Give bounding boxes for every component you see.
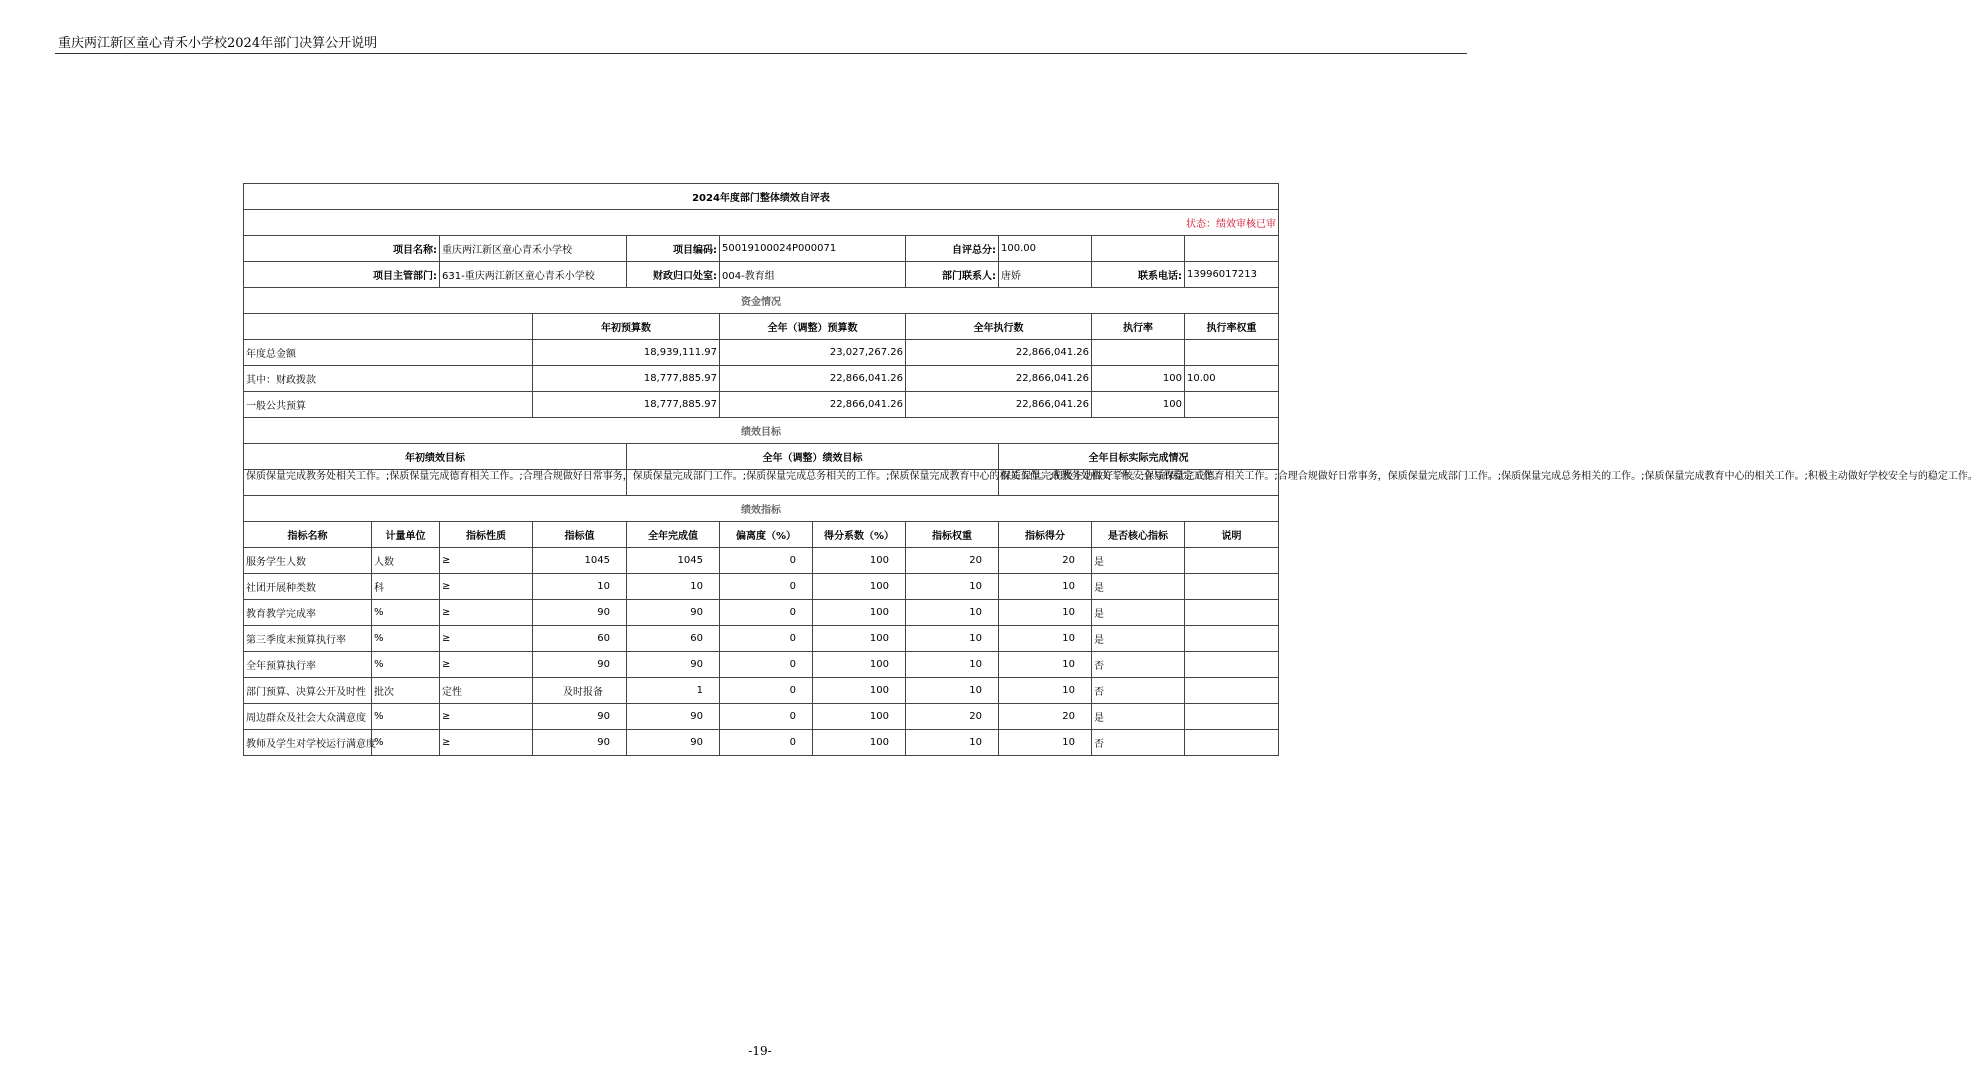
table-row (244, 340, 1279, 366)
indicator-done: 1 (627, 678, 720, 704)
info-row-2 (244, 262, 1279, 288)
goals-row (244, 470, 1279, 496)
indicator-nature: ≥ (440, 600, 533, 626)
indicator-name: 服务学生人数 (244, 548, 372, 574)
indicator-score: 10 (999, 574, 1092, 600)
table-row (244, 548, 1279, 574)
indicator-coefficient: 100 (813, 600, 906, 626)
indicator-name: 第三季度末预算执行率 (244, 626, 372, 652)
col-header: 全年完成值 (627, 522, 720, 548)
col-header: 全年执行数 (906, 314, 1092, 340)
initial-goal-text: 保质保量完成教务处相关工作。;保质保量完成德育相关工作。;合理合规做好日常事务，保质保量完成部门工作。;保质保量完成总务相关的工作。;保质保量完成教育中心的相关工作。;积极主动做好学校安全与的稳定工作。 (244, 470, 627, 496)
indicator-unit: 批次 (372, 678, 440, 704)
col-header: 执行率 (1092, 314, 1185, 340)
indicator-note (1185, 704, 1279, 730)
col-header: 指标性质 (440, 522, 533, 548)
header-divider (55, 53, 1467, 54)
fund-name: 一般公共预算 (244, 392, 533, 418)
indicator-score: 10 (999, 600, 1092, 626)
indicator-deviation: 0 (720, 548, 813, 574)
indicator-deviation: 0 (720, 652, 813, 678)
indicator-weight: 10 (906, 574, 999, 600)
indicator-target: 90 (533, 652, 627, 678)
table-row (244, 574, 1279, 600)
col-header: 说明 (1185, 522, 1279, 548)
indicator-done: 90 (627, 652, 720, 678)
dept-value: 631-重庆两江新区童心青禾小学校 (440, 262, 627, 288)
indicator-score: 10 (999, 626, 1092, 652)
col-header: 年初绩效目标 (244, 444, 627, 470)
goals-section-title: 绩效目标 (244, 418, 1279, 444)
form-title: 2024年度部门整体绩效自评表 (244, 184, 1279, 210)
fund-name: 年度总金额 (244, 340, 533, 366)
fund-executed: 22,866,041.26 (906, 392, 1092, 418)
indicator-unit: % (372, 730, 440, 756)
indicator-coefficient: 100 (813, 678, 906, 704)
indicator-coefficient: 100 (813, 652, 906, 678)
fund-initial: 18,777,885.97 (533, 392, 720, 418)
indicator-weight: 10 (906, 730, 999, 756)
indicator-unit: % (372, 626, 440, 652)
actual-goal-text: 保质保量完成教务处相关工作。;保质保量完成德育相关工作。;合理合规做好日常事务，保质保量完成部门工作。;保质保量完成总务相关的工作。;保质保量完成教育中心的相关工作。;积极主动做好学校安全与的稳定工作。 (999, 470, 1279, 496)
table-row (244, 652, 1279, 678)
contact-value: 唐娇 (999, 262, 1092, 288)
fund-adjusted: 23,027,267.26 (720, 340, 906, 366)
indicator-done: 10 (627, 574, 720, 600)
indicator-unit: 人数 (372, 548, 440, 574)
col-header: 执行率权重 (1185, 314, 1279, 340)
indicator-score: 20 (999, 704, 1092, 730)
indicator-deviation: 0 (720, 600, 813, 626)
indicator-done: 60 (627, 626, 720, 652)
fund-executed: 22,866,041.26 (906, 340, 1092, 366)
indicator-score: 10 (999, 730, 1092, 756)
indicator-target: 90 (533, 704, 627, 730)
indicator-nature: ≥ (440, 704, 533, 730)
empty-cell (1092, 236, 1185, 262)
indicator-unit: % (372, 652, 440, 678)
table-row (244, 678, 1279, 704)
col-header: 指标值 (533, 522, 627, 548)
indicator-unit: % (372, 704, 440, 730)
indicator-target: 90 (533, 600, 627, 626)
dept-label: 项目主管部门: (244, 262, 440, 288)
indicator-name: 周边群众及社会大众满意度 (244, 704, 372, 730)
col-header: 指标名称 (244, 522, 372, 548)
col-header: 全年（调整）预算数 (720, 314, 906, 340)
indicator-note (1185, 652, 1279, 678)
indicator-nature: ≥ (440, 574, 533, 600)
funds-section-title: 资金情况 (244, 288, 1279, 314)
project-name-label: 项目名称: (244, 236, 440, 262)
col-header: 年初预算数 (533, 314, 720, 340)
indicator-weight: 10 (906, 678, 999, 704)
table-row (244, 600, 1279, 626)
indicator-coefficient: 100 (813, 704, 906, 730)
score-value: 100.00 (999, 236, 1092, 262)
indicator-note (1185, 548, 1279, 574)
indicator-nature: ≥ (440, 548, 533, 574)
empty-cell (1185, 236, 1279, 262)
indicator-coefficient: 100 (813, 730, 906, 756)
fund-weight (1185, 340, 1279, 366)
indicator-weight: 20 (906, 548, 999, 574)
indicator-done: 90 (627, 730, 720, 756)
indicator-core: 否 (1092, 678, 1185, 704)
col-header: 计量单位 (372, 522, 440, 548)
indicator-deviation: 0 (720, 704, 813, 730)
fund-rate: 100 (1092, 366, 1185, 392)
indicator-target: 60 (533, 626, 627, 652)
table-row (244, 392, 1279, 418)
project-code-label: 项目编码: (627, 236, 720, 262)
finance-label: 财政归口处室: (627, 262, 720, 288)
indicator-core: 是 (1092, 600, 1185, 626)
indicator-target: 10 (533, 574, 627, 600)
page-header: 重庆两江新区童心青禾小学校2024年部门决算公开说明 (58, 36, 378, 51)
fund-rate (1092, 340, 1185, 366)
indicator-core: 是 (1092, 626, 1185, 652)
indicator-name: 部门预算、决算公开及时性 (244, 678, 372, 704)
indicators-body (244, 548, 1279, 756)
fund-rate: 100 (1092, 392, 1185, 418)
col-header: 得分系数（%） (813, 522, 906, 548)
indicators-section-title: 绩效指标 (244, 496, 1279, 522)
fund-adjusted: 22,866,041.26 (720, 392, 906, 418)
indicator-note (1185, 600, 1279, 626)
indicator-name: 教育教学完成率 (244, 600, 372, 626)
indicator-weight: 10 (906, 652, 999, 678)
indicator-deviation: 0 (720, 678, 813, 704)
table-row (244, 730, 1279, 756)
table-row (244, 626, 1279, 652)
col-header: 全年（调整）绩效目标 (627, 444, 999, 470)
project-code-value: 50019100024P000071 (720, 236, 906, 262)
status-badge: 状态：绩效审核已审 (244, 210, 1279, 236)
indicator-unit: % (372, 600, 440, 626)
table-row (244, 704, 1279, 730)
indicator-coefficient: 100 (813, 626, 906, 652)
phone-label: 联系电话: (1092, 262, 1185, 288)
indicator-score: 20 (999, 548, 1092, 574)
info-row-1 (244, 236, 1279, 262)
col-header: 是否核心指标 (1092, 522, 1185, 548)
indicator-deviation: 0 (720, 574, 813, 600)
indicator-core: 是 (1092, 704, 1185, 730)
indicator-core: 否 (1092, 652, 1185, 678)
indicator-done: 1045 (627, 548, 720, 574)
empty-cell (244, 314, 533, 340)
page-number: -19- (748, 1044, 772, 1058)
indicator-deviation: 0 (720, 730, 813, 756)
fund-name: 其中：财政拨款 (244, 366, 533, 392)
indicator-note (1185, 678, 1279, 704)
phone-value: 13996017213 (1185, 262, 1279, 288)
indicator-name: 全年预算执行率 (244, 652, 372, 678)
indicator-nature: ≥ (440, 626, 533, 652)
indicator-target: 及时报备 (533, 678, 627, 704)
col-header: 全年目标实际完成情况 (999, 444, 1279, 470)
indicator-nature: ≥ (440, 652, 533, 678)
performance-evaluation-form (243, 183, 1978, 756)
col-header: 指标权重 (906, 522, 999, 548)
indicator-done: 90 (627, 704, 720, 730)
score-label: 自评总分: (906, 236, 999, 262)
funds-header-row (244, 314, 1279, 340)
fund-executed: 22,866,041.26 (906, 366, 1092, 392)
indicator-core: 否 (1092, 730, 1185, 756)
indicator-note (1185, 730, 1279, 756)
indicator-unit: 科 (372, 574, 440, 600)
fund-weight: 10.00 (1185, 366, 1279, 392)
indicator-weight: 10 (906, 600, 999, 626)
indicator-note (1185, 574, 1279, 600)
finance-value: 004-教育组 (720, 262, 906, 288)
goals-header-row (244, 444, 1279, 470)
indicator-name: 社团开展种类数 (244, 574, 372, 600)
indicator-weight: 10 (906, 626, 999, 652)
indicator-core: 是 (1092, 574, 1185, 600)
fund-initial: 18,939,111.97 (533, 340, 720, 366)
indicator-nature: 定性 (440, 678, 533, 704)
fund-weight (1185, 392, 1279, 418)
fund-adjusted: 22,866,041.26 (720, 366, 906, 392)
indicator-name: 教师及学生对学校运行满意度 (244, 730, 372, 756)
indicator-coefficient: 100 (813, 548, 906, 574)
indicator-target: 90 (533, 730, 627, 756)
project-name-value: 重庆两江新区童心青禾小学校 (440, 236, 627, 262)
indicator-note (1185, 626, 1279, 652)
col-header: 指标得分 (999, 522, 1092, 548)
indicator-target: 1045 (533, 548, 627, 574)
contact-label: 部门联系人: (906, 262, 999, 288)
table-row (244, 366, 1279, 392)
indicator-score: 10 (999, 678, 1092, 704)
indicator-coefficient: 100 (813, 574, 906, 600)
indicator-score: 10 (999, 652, 1092, 678)
indicator-done: 90 (627, 600, 720, 626)
fund-initial: 18,777,885.97 (533, 366, 720, 392)
indicator-core: 是 (1092, 548, 1185, 574)
col-header: 偏离度（%） (720, 522, 813, 548)
indicators-header-row (244, 522, 1279, 548)
indicator-nature: ≥ (440, 730, 533, 756)
indicator-weight: 20 (906, 704, 999, 730)
indicator-deviation: 0 (720, 626, 813, 652)
